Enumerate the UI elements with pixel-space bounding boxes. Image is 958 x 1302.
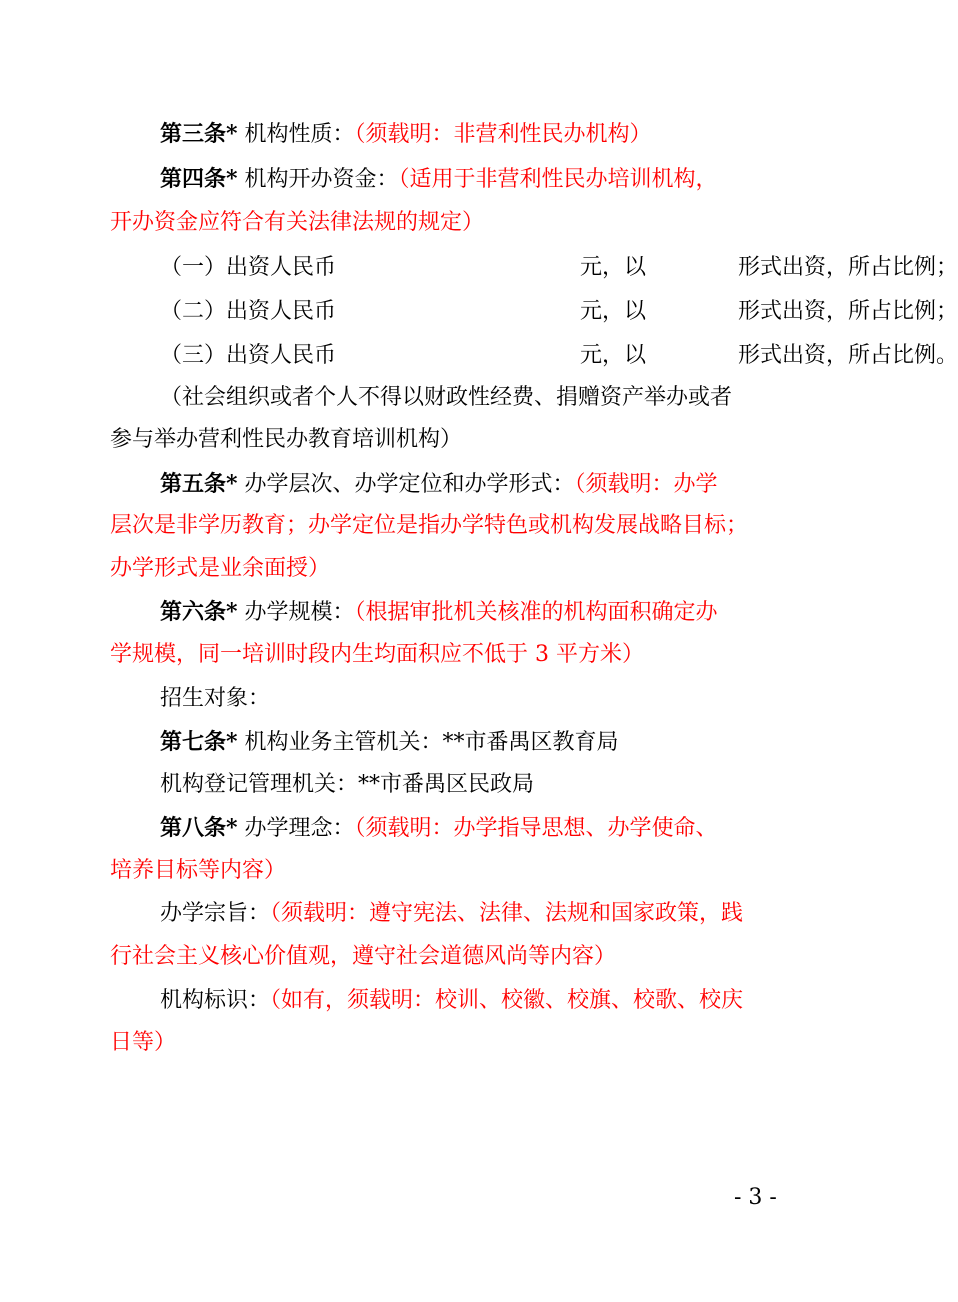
capital-row-1	[160, 252, 958, 284]
enrollment-target: 招生对象：	[160, 686, 271, 711]
capital-note-line2: 参与举办营利性民办教育培训机构）	[110, 427, 463, 452]
capital-row-3-c: 形式出资，所占比例。	[738, 343, 958, 368]
capital-note-line1: （社会组织或者个人不得以财政性经费、捐赠资产举办或者	[160, 385, 733, 410]
capital-row-3-b: 元，以	[580, 343, 647, 368]
article-3-note: （须载明：非营利性民办机构）	[354, 122, 652, 147]
article-5-note-line2: 层次是非学历教育；办学定位是指办学特色或机构发展战略目标；	[110, 513, 749, 538]
article-6	[160, 596, 718, 629]
capital-row-3	[160, 340, 958, 372]
purpose	[160, 898, 743, 930]
article-4-note-line2: 开办资金应符合有关法律法规的规定）	[110, 210, 485, 235]
purpose-field: 办学宗旨：	[160, 901, 271, 926]
article-5-field: 办学层次、办学定位和办学形式：	[244, 472, 575, 497]
purpose-note-line1: （须载明：遵守宪法、法律、法规和国家政策，践	[270, 901, 744, 926]
logo-field: 机构标识：	[160, 988, 271, 1013]
article-8	[160, 812, 718, 845]
logo-note-line2: 日等）	[110, 1030, 177, 1055]
article-6-field: 办学规模：	[244, 600, 355, 625]
article-3-label: 第三条*	[160, 121, 238, 147]
registration-authority: 机构登记管理机关：**市番禺区民政局	[160, 772, 535, 797]
capital-row-1-b: 元，以	[580, 255, 647, 280]
article-7	[160, 726, 619, 759]
capital-row-3-a: （三）出资人民币	[160, 343, 337, 368]
capital-row-2-b: 元，以	[580, 299, 647, 324]
article-5-note-line3: 办学形式是业余面授）	[110, 556, 331, 581]
capital-row-1-c: 形式出资，所占比例；	[738, 255, 958, 280]
article-5-label: 第五条*	[160, 471, 238, 497]
article-8-label: 第八条*	[160, 815, 238, 841]
article-8-note-line1: （须载明：办学指导思想、办学使命、	[354, 816, 718, 841]
capital-row-2	[160, 296, 958, 328]
logo-note-line1: （如有，须载明：校训、校徽、校旗、校歌、校庆	[270, 988, 744, 1013]
article-4-label: 第四条*	[160, 166, 238, 192]
article-5	[160, 468, 718, 501]
article-4	[160, 163, 718, 196]
logo	[160, 985, 743, 1017]
article-7-label: 第七条*	[160, 729, 238, 755]
article-5-note-line1: （须载明：办学	[574, 472, 718, 497]
article-7-field: 机构业务主管机关：**市番禺区教育局	[244, 730, 619, 755]
article-6-note-line1: （根据审批机关核准的机构面积确定办	[354, 600, 718, 625]
capital-row-1-a: （一）出资人民币	[160, 255, 337, 280]
article-3	[160, 118, 652, 151]
article-6-note-line2: 学规模，同一培训时段内生均面积应不低于 3 平方米）	[110, 642, 644, 667]
article-6-label: 第六条*	[160, 599, 238, 625]
page-number: - 3 -	[734, 1185, 777, 1210]
article-8-field: 办学理念：	[244, 816, 355, 841]
capital-row-2-c: 形式出资，所占比例；	[738, 299, 958, 324]
purpose-note-line2: 行社会主义核心价值观，遵守社会道德风尚等内容）	[110, 944, 617, 969]
article-3-field: 机构性质：	[244, 122, 355, 147]
article-8-note-line2: 培养目标等内容）	[110, 858, 287, 883]
capital-row-2-a: （二）出资人民币	[160, 299, 337, 324]
article-4-field: 机构开办资金：	[244, 167, 399, 192]
article-4-note-line1: （适用于非营利性民办培训机构，	[398, 167, 718, 192]
